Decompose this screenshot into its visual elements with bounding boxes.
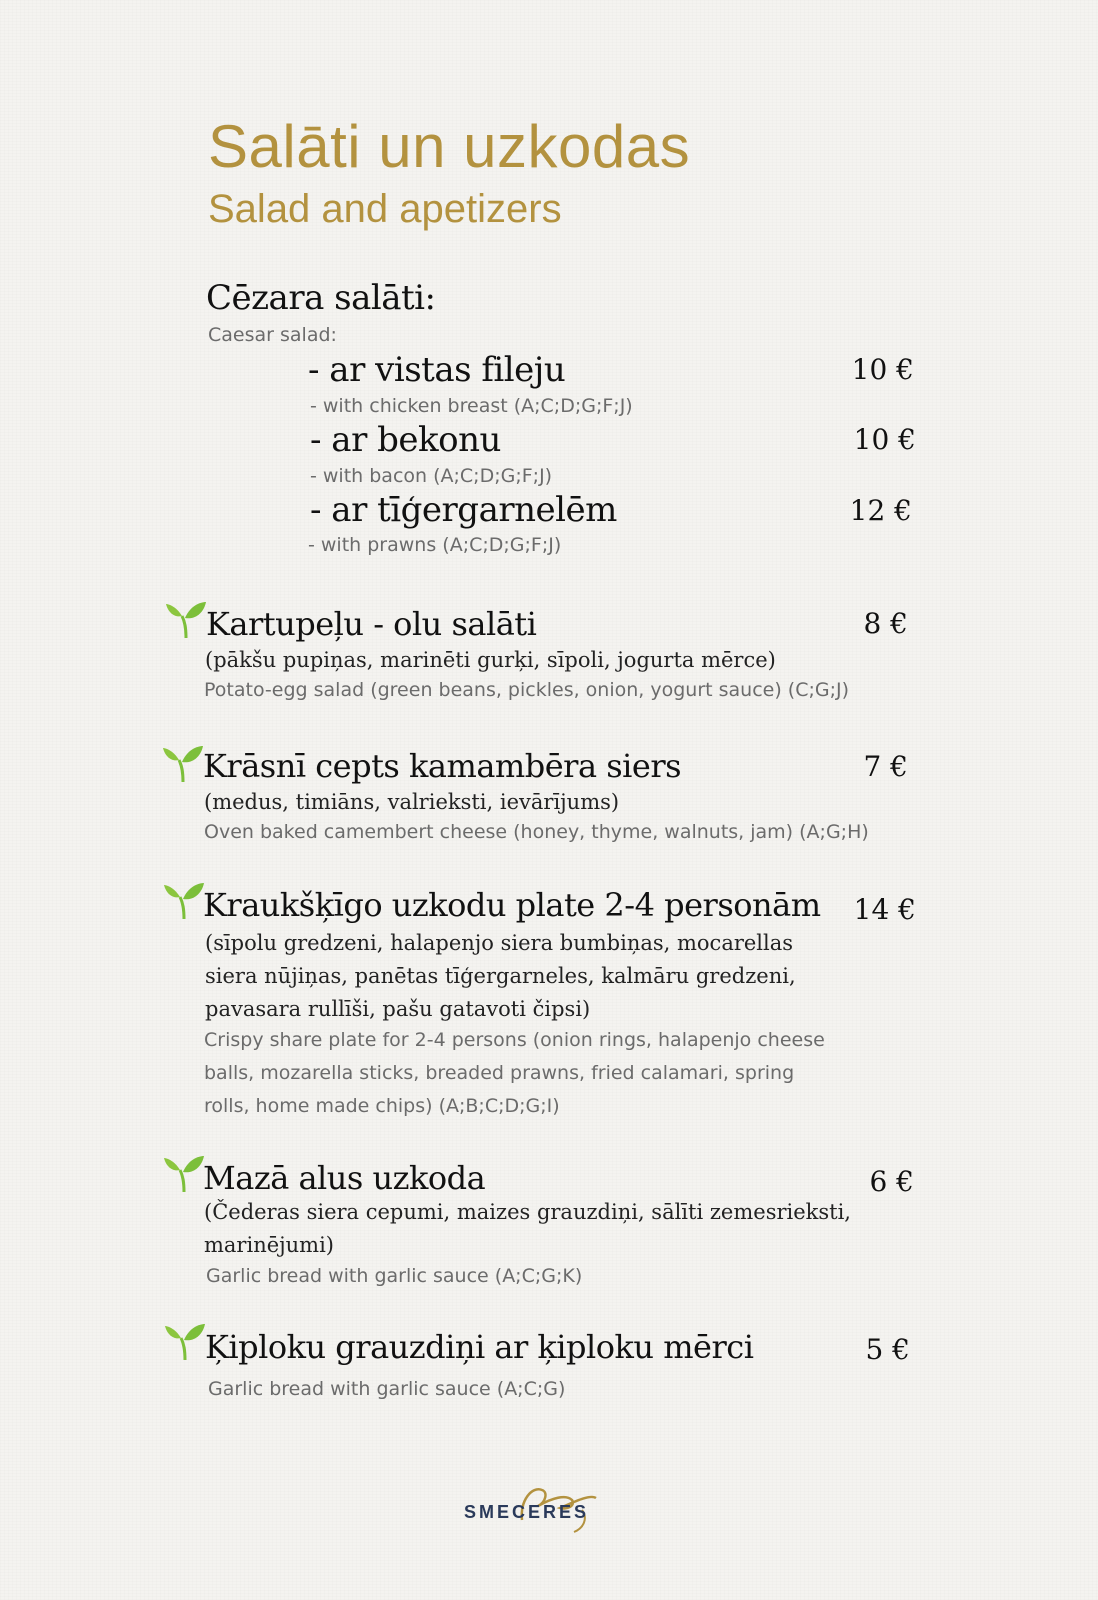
dish-price: 6 €	[869, 1165, 914, 1198]
leaf-icon	[163, 1320, 207, 1364]
leaf-icon	[164, 598, 208, 642]
leaf-icon	[162, 879, 206, 923]
dish-description-en: Garlic bread with garlic sauce (A;C;G;K)	[206, 1265, 583, 1287]
dish-price: 14 €	[853, 893, 916, 926]
page-title: Salāti un uzkodas	[208, 113, 691, 180]
caesar-option-bacon-en: - with bacon (A;C;D;G;F;J)	[310, 465, 553, 487]
dish-name: Mazā alus uzkoda	[203, 1159, 486, 1197]
dish-description-en: Crispy share plate for 2-4 persons (onion rings, halapenjo cheese balls, mozarella sticks, breaded prawns, fried calamari, spring rolls, home made chips) (A;B;C;D;G;I)	[204, 1029, 825, 1117]
dish-price: 7 €	[863, 750, 908, 783]
caesar-option-chicken-en: - with chicken breast (A;C;D;G;F;J)	[310, 395, 633, 417]
caesar-title: Cēzara salāti:	[206, 278, 436, 318]
logo-text: SMECERES	[464, 1502, 590, 1522]
caesar-option-prawns-price: 12 €	[849, 494, 912, 527]
caesar-title-en: Caesar salad:	[208, 324, 337, 346]
leaf-icon	[161, 742, 205, 786]
dish-description-lv: (medus, timiāns, valrieksti, ievārījums)	[204, 790, 620, 814]
dish-description-en: Garlic bread with garlic sauce (A;C;G)	[208, 1378, 566, 1400]
caesar-option-bacon: - ar bekonu	[310, 420, 501, 460]
caesar-option-bacon-price: 10 €	[853, 423, 916, 456]
dish-name: Kartupeļu - olu salāti	[206, 605, 537, 643]
dish-price: 5 €	[865, 1333, 910, 1366]
dish-name: Kraukšķīgo uzkodu plate 2-4 personām	[203, 886, 821, 924]
leaf-icon	[162, 1152, 206, 1196]
dish-name: Krāsnī cepts kamambēra siers	[203, 747, 682, 785]
dish-description-en: Potato-egg salad (green beans, pickles, onion, yogurt sauce) (C;G;J)	[204, 679, 850, 701]
caesar-option-prawns: - ar tīģergarnelēm	[310, 490, 617, 530]
dish-description-lv: (Čederas siera cepumi, maizes grauzdiņi, sālīti zemesrieksti, marinējumi)	[204, 1200, 851, 1257]
caesar-option-chicken: - ar vistas fileju	[308, 350, 566, 390]
dish-price: 8 €	[863, 607, 908, 640]
brand-logo	[462, 1480, 612, 1540]
dish-description-lv: (pākšu pupiņas, marinēti gurķi, sīpoli, jogurta mērce)	[205, 648, 776, 672]
caesar-option-chicken-price: 10 €	[851, 353, 914, 386]
page-subtitle: Salad and apetizers	[208, 187, 562, 231]
dish-description-lv: (sīpolu gredzeni, halapenjo siera bumbiņas, mocarellas siera nūjiņas, panētas tīģergarneles, kalmāru gredzeni, pavasara rullīši, pašu gatavoti čipsi)	[205, 931, 796, 1021]
dish-name: Ķiploku grauzdiņi ar ķiploku mērci	[205, 1328, 754, 1366]
caesar-option-prawns-en: - with prawns (A;C;D;G;F;J)	[308, 534, 562, 556]
dish-description-en: Oven baked camembert cheese (honey, thyme, walnuts, jam) (A;G;H)	[204, 821, 869, 843]
